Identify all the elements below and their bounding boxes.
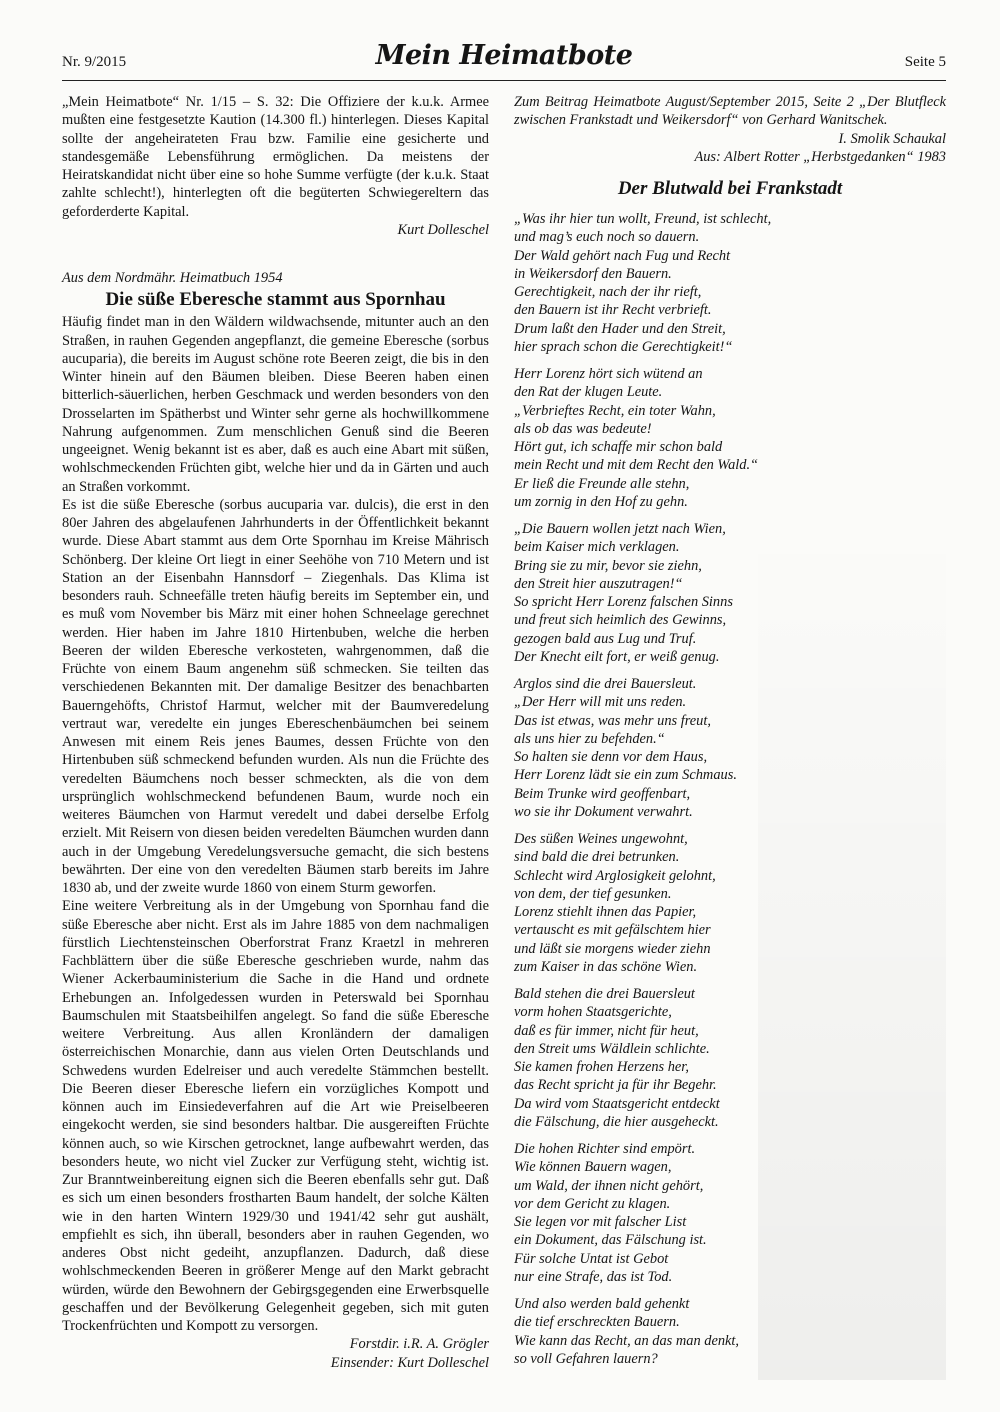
left-column bbox=[62, 93, 489, 1372]
article-paragraph: Eine weitere Verbreitung als in der Umgebung von Spornhau fand die süße Eberesche aber nicht. Erst als im Jahre 1885 von dem nachmaligen fürstlich Liechtensteinschen Oberforstrat Franz Kraetzl in mehreren Fachblättern über die süße Eberesche geschrieben wurde, nahm das Wiener Ackerbauministerium die Sache in die Hand und ordnete Erhebungen an. Infolgedessen wurden in Peterswald bei Spornhau Baumschulen mit Staatsbeihilfen angelegt. So fand die süße Eberesche weitere Verbreitung. Aus allen Kronländern der damaligen österreichischen Monarchie, dann aus vielen Orten Deutschlands und Schwedens wurden Edelreiser und auch veredelte Stämmchen bestellt. Die Beeren dieser Eberesche liefern ein vorzügliches Kompott und können auch im Einsiedeverfahren auf die Art wie Preiselbeeren eingekocht werden, sie sind besonders haltbar. Die ausgereiften Früchte können auch, so wie Kirschen getrocknet, lange aufbewahrt werden, das besonders heute, wo nicht viel Zucker zur Verfügung steht, wichtig ist. Zur Branntweinbereitung eignen sich die Beeren ebenfalls sehr gut. Daß es sich um einen besonders frostharten Baum handelt, der solche Kälten wie in den harten Wintern 1929/30 und 1941/42 sehr gut aushält, empfiehlt es sich, ihn überall, besonders aber in rauhen Gegenden, wo anderes Obst nicht gedeiht, anzupflanzen. Dadurch, daß diese wohlschmeckenden Beeren in größerer Menge auf den Markt gebracht würden, würde den Bewohnern der Gebirgsgegenden eine Erwerbsquelle geschaffen und der Bevölkerung Gelegenheit gegeben, sich mit guten Trockenfrüchten und Kompott zu versorgen. bbox=[62, 898, 489, 1334]
poem-line: den Streit hier auszutragen!“ bbox=[514, 575, 683, 592]
poem-line: Da wird vom Staatsgericht entdeckt bbox=[514, 1095, 720, 1112]
poem-line: „Die Bauern wollen jetzt nach Wien, bbox=[514, 521, 726, 537]
poem-line: Das ist etwas, was mehr uns freut, bbox=[514, 712, 711, 729]
poem-line: nur eine Strafe, das ist Tod. bbox=[514, 1268, 673, 1285]
poem-line: das Recht spricht ja für ihr Begehr. bbox=[514, 1077, 717, 1094]
poem-line: und mag’s euch noch so dauern. bbox=[514, 229, 700, 246]
poem-line: ein Dokument, das Fälschung ist. bbox=[514, 1232, 707, 1249]
poem-line: Bald stehen die drei Bauersleut bbox=[514, 986, 695, 1002]
poem-stanza bbox=[514, 520, 946, 666]
poem-line: Bring sie zu mir, bevor sie ziehn, bbox=[514, 557, 702, 574]
poem-line: Wie können Bauern wagen, bbox=[514, 1159, 672, 1176]
poem-line: Der Wald gehört nach Fug und Recht bbox=[514, 247, 731, 264]
poem-stanza bbox=[514, 1140, 946, 1286]
poem-line: Der Knecht eilt fort, er weiß genug. bbox=[514, 648, 720, 665]
poem-line: vor dem Gericht zu klagen. bbox=[514, 1195, 671, 1212]
poem-body bbox=[514, 210, 946, 1368]
poem-line: Herr Lorenz lädt sie ein zum Schmaus. bbox=[514, 767, 737, 784]
poem-line: Gerechtigkeit, nach der ihr rieft, bbox=[514, 284, 702, 300]
poem-line: so voll Gefahren lauern? bbox=[514, 1350, 658, 1367]
article-sender: Einsender: Kurt Dolleschel bbox=[330, 1354, 489, 1371]
poem-line: Er ließ die Freunde alle stehn, bbox=[514, 475, 690, 492]
poem-line: sind bald die drei betrunken. bbox=[514, 849, 680, 866]
article-paragraph: Häufig findet man in den Wäldern wildwachsende, mitunter auch an den Straßen, in rauhen Gegenden angepflanzt, die gemeine Eberesche (sorbus aucuparia), die bereits im August schöne rote Beeren zeigt, die bis in den Winter hinein auf den Bäumen bleiben. Diese Beeren haben einen bitterlich-säuerlichen, herben Geschmack und werden besonders von den Drosselarten im Spätherbst und Winter sehr gerne als hochwillkommene Nahrung aufgenommen. Zum menschlichen Genuß sind die Beeren ungeeignet. Wenig bekannt ist es aber, daß es auch eine Abart mit süßen, wohlschmeckenden Früchten gibt, welche hier und da in Gärten und auch an Straßen vorkommt. bbox=[62, 314, 489, 495]
issue-number: Nr. 9/2015 bbox=[62, 54, 127, 70]
poem-line: von dem, der tief gesunken. bbox=[514, 885, 672, 902]
poem-line: „Verbrieftes Recht, ein toter Wahn, bbox=[514, 402, 716, 419]
poem-line: und läßt sie morgens wieder ziehn bbox=[514, 940, 711, 957]
poem-stanza bbox=[514, 210, 946, 356]
poem-line: und freut sich heimlich des Gewinns, bbox=[514, 612, 727, 629]
poem-line: mein Recht und mit dem Recht den Wald.“ bbox=[514, 457, 759, 474]
poem-source: Aus: Albert Rotter „Herbstgedanken“ 1983 bbox=[694, 148, 946, 165]
poem-line: Für solche Untat ist Gebot bbox=[514, 1250, 669, 1267]
poem-line: wo sie ihr Dokument verwahrt. bbox=[514, 803, 693, 820]
poem-line: Arglos sind die drei Bauersleut. bbox=[514, 676, 697, 692]
poem-line: vertauscht es mit gefälschtem hier bbox=[514, 922, 711, 939]
poem-line: „Was ihr hier tun wollt, Freund, ist schlecht, bbox=[514, 211, 772, 227]
poem-line: als uns hier zu befehden.“ bbox=[514, 730, 665, 747]
poem-line: um zornig in den Hof zu gehn. bbox=[514, 493, 688, 510]
poem-contributor: I. Smolik Schaukal bbox=[838, 130, 946, 147]
poem-line: Beim Trunke wird geoffenbart, bbox=[514, 785, 691, 802]
poem-line: den Streit ums Wäldlein schlichte. bbox=[514, 1040, 710, 1057]
poem-line: beim Kaiser mich verklagen. bbox=[514, 539, 680, 556]
poem-stanza bbox=[514, 1295, 946, 1368]
poem-line: Wie kann das Recht, an das man denkt, bbox=[514, 1332, 740, 1349]
poem-line: gezogen bald aus Lug und Truf. bbox=[514, 630, 697, 647]
poem-stanza bbox=[514, 675, 946, 821]
article-author: Forstdir. i.R. A. Grögler bbox=[349, 1336, 489, 1353]
poem-reference: Zum Beitrag Heimatbote August/September 2015, Seite 2 „Der Blutfleck zwischen Frankstadt und Weikersdorf“ von Gerhard Wanitschek. bbox=[514, 94, 946, 129]
article-paragraph: Es ist die süße Eberesche (sorbus aucuparia var. dulcis), die erst in den 80er Jahren des abgelaufenen Jahrhunderts in der Öffentlichkeit bekannt wurde. Diese Abart stammt aus dem Orte Spornhau im Kreise Mährisch Schönberg. Der kleine Ort liegt in einer Seehöhe von 710 Metern und ist Station an der Eisenbahn Hannsdorf – Ziegenhals. Das Klima ist besonders rauh. Schneefälle treten häufig bereits im September ein, und es muß vom November bis März mit einer hohen Schneelage gerechnet werden. Hier haben im Jahre 1810 Hirtenbuben, welche die herben Beeren der wilden Eberesche verkosteten, wahrgenommen, daß die Früchte von einem Baum angenehm süß schmecken. Sie teilten das verschiedenen Bekannten mit. Der damalige Besitzer des benachbarten Bauerngehöfts, Christof Harmut, welcher mit der Baumveredelung vertraut war, veredelte ein junges Ebereschenbäumchen bei seinem Anwesen mit einem Reis jenes Baumes, dessen Früchte von den Hirtenbuben süß schmeckend befunden wurden. Als nun die Früchte des veredelten Bäumchens noch besser schmeckten, als die von dem ursprünglich wohlschmeckend befundenen Baum, wurde noch ein weiteres Bäumchen von Harmut veredelt und dabei derselbe Erfolg erzielt. Mit Reisern von diesen beiden veredelten Bäumchen wurden dann auch in der Umgebung Veredelungsversuche gemacht, die sich bestens bewährten. Der eine von den veredelten Bäumen starb bereits im Jahre 1830 ab, und der zweite wurde 1860 von einem Sturm geworfen. bbox=[62, 496, 489, 896]
page-header bbox=[62, 40, 946, 81]
correction-note: „Mein Heimatbote“ Nr. 1/15 – S. 32: Die Offiziere der k.u.k. Armee mußten eine festgesetzte Kaution (14.300 fl.) hinterlegen. Dieses Kapital sollte der angeheirateten Frau bzw. Familie eine gesicherte und standesgemäße Lebensführung ermöglichen. Da meistens der Heiratskandidat nicht über eine so hohe Summe verfügte (der k.u.k. Staat zahlte schlecht!), hinterlegten oft die begüterten Schwiegereltern das geforderderte Kapital. bbox=[62, 94, 489, 220]
poem-line: in Weikersdorf den Bauern. bbox=[514, 265, 672, 282]
poem-line: Hört gut, ich schaffe mir schon bald bbox=[514, 439, 723, 455]
poem-line: vorm hohen Staatsgerichte, bbox=[514, 1004, 672, 1021]
article-body bbox=[62, 313, 489, 1335]
poem-stanza bbox=[514, 830, 946, 976]
poem-title: Der Blutwald bei Frankstadt bbox=[617, 178, 843, 199]
poem-line: „Der Herr will mit uns reden. bbox=[514, 694, 687, 711]
poem-line: Herr Lorenz hört sich wütend an bbox=[514, 366, 703, 382]
poem-line: den Rat der klugen Leute. bbox=[514, 384, 663, 401]
poem-line: hier sprach schon die Gerechtigkeit!“ bbox=[514, 338, 733, 355]
poem-line: Des süßen Weines ungewohnt, bbox=[514, 831, 688, 847]
poem-line: Sie kamen frohen Herzens her, bbox=[514, 1059, 689, 1075]
poem-line: den Bauern ist ihr Recht verbrieft. bbox=[514, 302, 712, 319]
poem-line: So spricht Herr Lorenz falschen Sinns bbox=[514, 594, 733, 610]
poem-line: als ob das was bedeute! bbox=[514, 420, 652, 437]
right-column bbox=[514, 93, 946, 1377]
page-number: Seite 5 bbox=[904, 54, 946, 70]
poem-line: um Wald, der ihnen nicht gehört, bbox=[514, 1177, 704, 1194]
poem-line: die tief erschreckten Bauern. bbox=[514, 1314, 680, 1331]
poem-stanza bbox=[514, 365, 946, 511]
poem-line: daß es für immer, nicht für heut, bbox=[514, 1022, 699, 1039]
poem-line: die Fälschung, die hier ausgeheckt. bbox=[514, 1113, 719, 1130]
correction-author: Kurt Dolleschel bbox=[397, 221, 489, 238]
poem-line: Drum laßt den Hader und den Streit, bbox=[514, 320, 726, 337]
article-source: Aus dem Nordmähr. Heimatbuch 1954 bbox=[62, 270, 283, 286]
poem-stanza bbox=[514, 985, 946, 1131]
masthead-logo: Mein Heimatbote bbox=[375, 40, 633, 71]
poem-line: So halten sie denn vor dem Haus, bbox=[514, 749, 708, 765]
article-title: Die süße Eberesche stammt aus Spornhau bbox=[105, 289, 446, 311]
poem-line: Und also werden bald gehenkt bbox=[514, 1296, 690, 1312]
poem-line: Lorenz stiehlt ihnen das Papier, bbox=[514, 904, 697, 920]
poem-line: Schlecht wird Arglosigkeit gelohnt, bbox=[514, 867, 716, 884]
poem-line: Die hohen Richter sind empört. bbox=[514, 1141, 696, 1157]
poem-line: zum Kaiser in das schöne Wien. bbox=[514, 958, 698, 975]
poem-line: Sie legen vor mit falscher List bbox=[514, 1214, 687, 1230]
